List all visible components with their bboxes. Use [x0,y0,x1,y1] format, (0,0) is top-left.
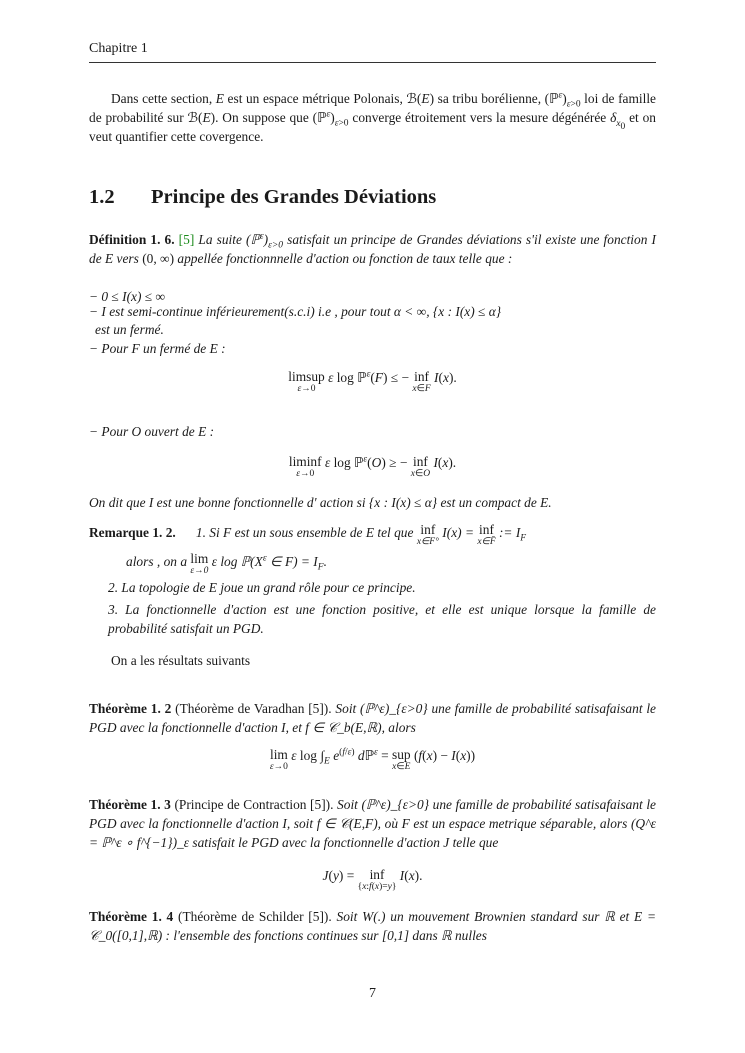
intro-paragraph: Dans cette section, E est un espace métrique Polonais, ℬ(E) sa tribu borélienne, $(ℙ^\varepsilon)_{\varepsilon>0}$ loi de famille de probabilité sur ℬ(E). On suppose que $(ℙ^\varepsilon)_{\varepsilon>0}$ converge étroitement vers la mesure dégénérée $\delta_{x_0}$ et on veut quantifier cette covergence. [89,90,656,144]
header-rule [89,62,656,63]
theorem-1-4 [89,907,656,945]
theorem-3-name: (Principe de Contraction [5]). [174,797,334,812]
page-number: 7 [369,986,376,1001]
remark-item-1a: 1. Si F est un sous ensemble de E tel que [195,525,414,540]
equation-liminf: liminf ε→0 ε log ℙ$^\varepsilon$(O) ≥ − inf x∈O I(x). [288,454,457,479]
theorem-2-name: (Théorème de Varadhan [5]). [175,701,332,716]
section-title: Principe des Grandes Déviations [151,186,437,208]
inf-interior: inf x∈F° [416,522,439,547]
definition-1-6: Définition 1. 6. [5] La suite $(ℙ^\varepsilon)_{\varepsilon>0}$ satisfait un principe de Grandes déviations s'il existe une fonction I de E vers (0, ∞) appellée fonctionnnelle d'action ou fonction de taux telle que : [89,231,656,266]
definition-item-2: − I est semi-continue inférieurement(s.c.i) i.e , pour tout α < ∞, {x : I(x) ≤ α} [89,304,502,319]
definition-item-1: − 0 ≤ I(x) ≤ ∞ [89,289,166,304]
theorem-4-name: (Théorème de Schilder [5]). [178,909,332,924]
inf-closure: inf x∈F̄ [477,522,496,547]
inf-operator: inf x∈O [410,454,431,479]
equation-contraction: J(y) = inf {x:f(x)=y} I(x). [322,867,423,892]
results-intro: On a les résultats suivants [111,653,251,668]
theorem-3-text: Soit (ℙ^ε)_{ε>0} une famille de probabilité satisafaisant le PGD avec la fonctionnelle d'action I, soit f ∈ 𝒞(E,F), où F est un espace metrique séparable, alors (Q^ε = ℙ^ε ∘ f^{−1})_ε satisfait le PGD avec la fonctionnelle d'action J telle que [89,797,656,850]
definition-item-3: − Pour F un fermé de E : [89,341,226,356]
theorem-2-label: Théorème 1. 2 [89,701,172,716]
definition-item-4: − Pour O ouvert de E : [89,424,215,439]
definition-item-2b: est un fermé. [95,322,164,337]
theorem-3-label: Théorème 1. 3 [89,797,171,812]
remark-label: Remarque 1. 2. [89,525,176,540]
section-number: 1.2 [89,186,115,208]
section-heading [89,186,436,209]
theorem-4-text: Soit W(.) un mouvement Brownien standard sur ℝ et E = 𝒞_0([0,1],ℝ) : l'ensemble des fonctions continues sur [0,1] dans ℝ nulles [89,909,656,943]
running-header: Chapitre 1 [89,41,148,56]
remark-item-3: 3. La fonctionnelle d'action est une fonction positive, et elle est unique lorsque la famille de probabilité satisfait un PGD. [108,602,656,636]
remark-item-1b: alors , on a lim ε→0 ε $\log ℙ(X^\varepsilon$ ∈ $F) = I_F$. [126,551,327,576]
equation-varadhan: lim ε→0 ε $\log \int_E$ $e^{(f/\varepsilon)}$ dℙ$^\varepsilon$ = sup x∈E (f(x) − I(x)) [269,747,476,772]
theorem-1-2 [89,699,656,737]
remark-1-2: Remarque 1. 2. 1. Si F est un sous ensemble de E tel que inf x∈F° I(x) = inf x∈F̄ := $I_F$ [89,522,527,547]
definition-citation[interactable]: 5 [183,232,190,247]
equation-limsup: limsup ε→0 ε log ℙ$^\varepsilon$(F) ≤ − inf x∈F I(x). [288,369,457,394]
theorem-1-3 [89,795,656,852]
inf-operator: inf x∈F [412,369,431,394]
remark-item-2: 2. La topologie de E joue un grand rôle pour ce principe. [108,580,416,595]
liminf-operator: liminf ε→0 [288,454,322,479]
definition-label: Définition 1. 6. [89,232,175,247]
theorem-4-label: Théorème 1. 4 [89,909,174,924]
theorem-2-text: Soit (ℙ^ε)_{ε>0} une famille de probabilité satisafaisant le PGD avec la fonctionnelle d'action I, et f ∈ 𝒞_b(E,ℝ), alors [89,701,656,735]
definition-closing: On dit que I est une bonne fonctionnelle d' action si {x : I(x) ≤ α} est un compact de E. [89,495,552,510]
limsup-operator: limsup ε→0 [288,369,325,394]
